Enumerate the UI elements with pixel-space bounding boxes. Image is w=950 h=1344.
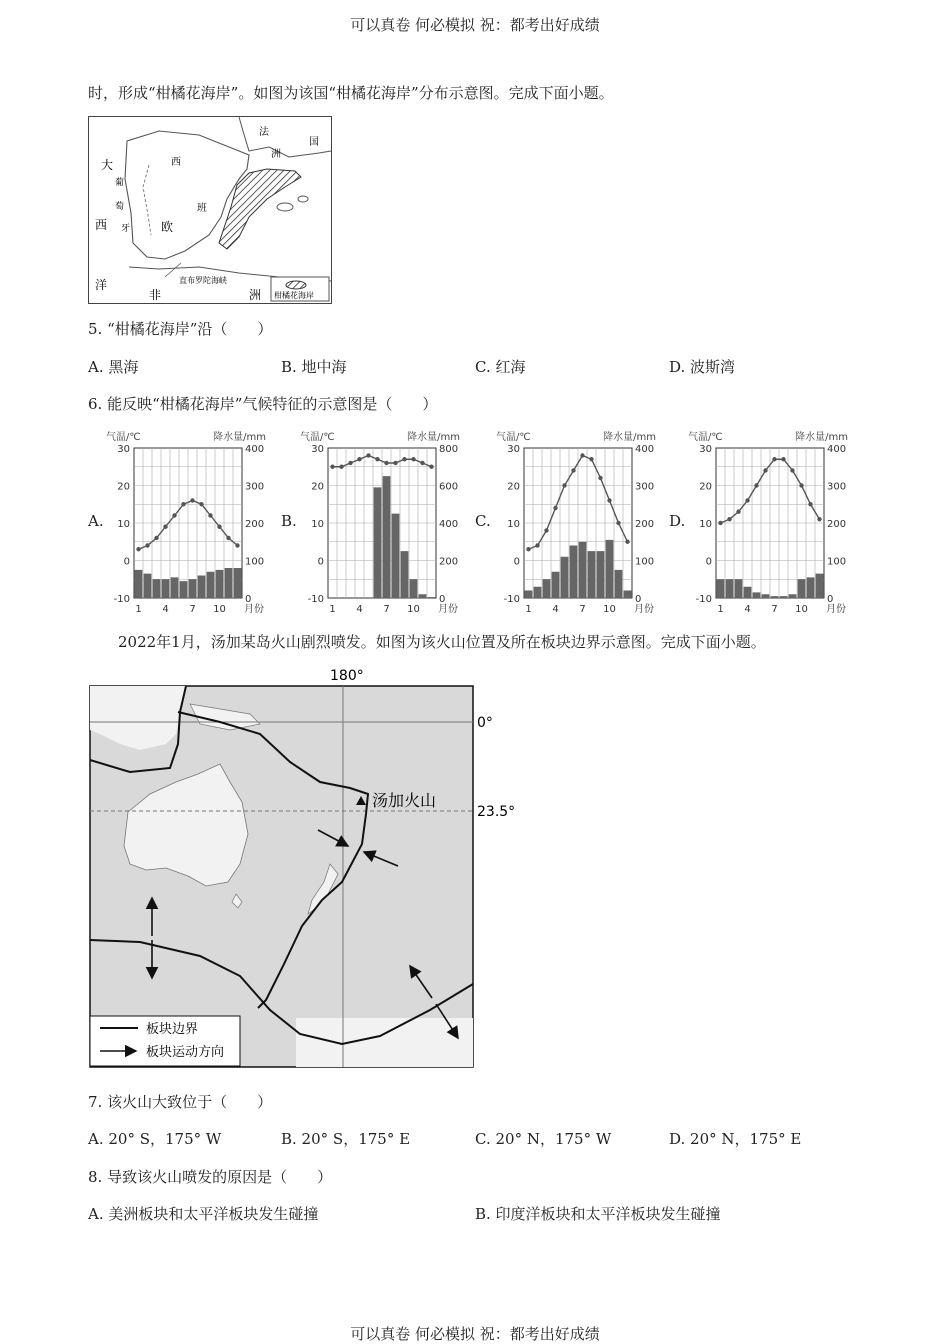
temperature-point-month-6 [181,502,185,506]
x-tick-label: 10 [407,604,420,615]
precip-bar-month-11 [225,568,233,598]
precip-bar-month-10 [216,570,224,598]
temperature-point-month-7 [772,457,776,461]
precip-bar-month-10 [606,540,614,598]
precip-bar-month-6 [374,487,382,598]
precip-tick-label: 400 [245,444,265,455]
precip-bar-month-2 [144,574,152,598]
precip-tick-label: 400 [439,519,459,530]
precip-bar-month-7 [771,596,779,598]
label-ya: 牙 [121,224,131,234]
temp-tick-label: 10 [117,519,130,530]
x-tick-label: 7 [579,604,586,615]
precip-bar-month-6 [180,581,188,598]
temp-tick-label: 30 [117,444,130,455]
page-header: 可以真卷 何必模拟 祝：都考出好成绩 [350,16,600,34]
precip-bar-month-12 [428,597,436,598]
precip-bar-month-4 [744,587,752,598]
temperature-point-month-3 [154,536,158,540]
precip-tick-label: 300 [635,481,655,493]
label-da: 大 [101,158,114,172]
temperature-point-month-4 [553,506,557,510]
temp-tick-label: 0 [513,556,520,568]
temperature-point-month-9 [402,457,406,461]
temperature-point-month-11 [226,536,230,540]
precip-bar-month-1 [717,579,725,598]
precip-tick-label: 200 [635,519,655,530]
x-axis-label: 月份 [438,604,458,615]
label-pu: 葡 [115,178,125,188]
y-left-label: 气温/℃ [300,432,335,443]
precip-bar-month-8 [588,551,596,598]
temperature-point-month-5 [754,483,758,487]
temperature-point-month-2 [727,517,731,521]
q8-option-a[interactable]: A. 美洲板块和太平洋板块发生碰撞 [88,1205,319,1223]
q5-stem: 5. “柑橘花海岸”沿（ ） [88,320,273,338]
x-tick-label: 4 [356,604,363,615]
temperature-point-month-2 [145,543,149,547]
precip-bar-month-2 [534,587,542,598]
legend-plate-boundary: 板块边界 [146,1022,199,1037]
label-fa: 法 [259,127,269,138]
precip-bar-month-6 [762,594,770,598]
precip-bar-month-8 [198,576,206,599]
temperature-point-month-9 [598,476,602,480]
temperature-point-month-12 [235,543,239,547]
label-tao: 萄 [115,202,125,212]
legend-plate-motion: 板块运动方向 [146,1045,225,1060]
precip-tick-label: 0 [439,594,446,605]
precip-bar-month-1 [525,591,533,599]
temperature-point-month-2 [535,543,539,547]
label-yang: 洋 [95,278,108,292]
q6-option-a-letter[interactable]: A. [88,512,104,530]
precip-bar-month-10 [798,579,806,598]
temp-tick-label: 30 [699,444,712,455]
temperature-point-month-5 [172,513,176,517]
temperature-point-month-9 [790,468,794,472]
q6-option-b-letter[interactable]: B. [281,512,297,530]
precip-tick-label: 400 [635,444,655,455]
y-left-label: 气温/℃ [496,432,531,443]
volcano-label: 汤加火山 [372,791,437,810]
temperature-point-month-12 [625,540,629,544]
q6-option-d-letter[interactable]: D. [669,512,686,530]
precip-bar-month-2 [726,579,734,598]
precip-tick-label: 200 [827,519,847,530]
precip-bar-month-8 [780,596,788,598]
precip-bar-month-12 [234,568,242,598]
precip-bar-month-7 [189,579,197,598]
temp-tick-label: 0 [317,556,324,568]
intro-text-2: 2022年1月，汤加某岛火山剧烈喷发。如图为该火山位置及所在板块边界示意图。完成下面小题。 [118,633,766,651]
precip-tick-label: 200 [439,556,459,568]
y-right-label: 降水量/mm [795,432,848,443]
label-ou: 欧 [161,220,174,234]
label-zhou2: 洲 [249,288,262,302]
q7-stem: 7. 该火山大致位于（ ） [88,1093,273,1111]
label-xi: 西 [171,157,181,168]
precip-tick-label: 0 [635,594,642,605]
precip-tick-label: 300 [827,481,847,493]
equator-label: 0° [477,715,493,731]
x-tick-label: 4 [552,604,559,615]
label-zhou: 洲 [271,149,281,160]
label-gibraltar: 直布罗陀海峡 [179,276,227,285]
temperature-point-month-2 [339,465,343,469]
x-axis-label: 月份 [634,604,654,615]
y-right-label: 降水量/mm [407,432,460,443]
precip-bar-month-3 [153,579,161,598]
q5-option-c[interactable]: C. 红海 [475,358,526,376]
temperature-point-month-10 [217,525,221,529]
x-tick-label: 7 [771,604,778,615]
temperature-point-month-11 [420,461,424,465]
precip-bar-month-5 [171,577,179,598]
temp-tick-label: 20 [507,481,520,493]
precip-tick-label: 400 [827,444,847,455]
q8-option-b[interactable]: B. 印度洋板块和太平洋板块发生碰撞 [475,1205,721,1223]
temperature-point-month-7 [190,498,194,502]
temperature-point-month-10 [411,457,415,461]
legend-citrus-coast: 柑橘花海岸 [274,291,314,300]
temperature-point-month-3 [544,528,548,532]
x-axis-label: 月份 [826,604,846,615]
temperature-point-month-12 [429,465,433,469]
intro-text-1: 时，形成“柑橘花海岸”。如图为该国“柑橘花海岸”分布示意图。完成下面小题。 [88,84,614,102]
q8-stem: 8. 导致该火山喷发的原因是（ ） [88,1168,333,1186]
q5-option-a[interactable]: A. 黑海 [88,358,139,376]
temp-tick-label: 20 [117,481,130,493]
temp-tick-label: -10 [695,594,712,605]
climate-chart-c [494,426,664,616]
temperature-point-month-12 [817,517,821,521]
climate-chart-b [298,426,468,616]
precip-bar-month-3 [735,579,743,598]
temperature-point-month-4 [357,457,361,461]
x-tick-label: 7 [189,604,196,615]
precip-bar-month-6 [570,546,578,599]
x-tick-label: 10 [603,604,616,615]
precip-bar-month-11 [615,570,623,598]
x-tick-label: 1 [525,604,532,615]
tonga-volcano-map [80,664,516,1074]
precip-bar-month-9 [401,551,409,598]
precip-bar-month-7 [383,476,391,598]
climate-chart-d [686,426,856,616]
temperature-point-month-1 [136,547,140,551]
q5-option-d[interactable]: D. 波斯湾 [669,358,736,376]
precip-tick-label: 100 [635,556,655,568]
label-xi2: 西 [95,218,108,232]
precip-tick-label: 800 [439,444,459,455]
temperature-point-month-6 [571,468,575,472]
temperature-point-month-11 [616,521,620,525]
precip-bar-month-4 [552,572,560,598]
precip-bar-month-9 [207,572,215,598]
q7-option-b[interactable]: B. 20° S，175° E [281,1130,411,1148]
temp-tick-label: 20 [699,481,712,493]
y-right-label: 降水量/mm [213,432,266,443]
x-tick-label: 4 [162,604,169,615]
x-tick-label: 4 [744,604,751,615]
temperature-point-month-9 [208,513,212,517]
precip-bar-month-4 [162,579,170,598]
precip-bar-month-10 [410,579,418,598]
temperature-point-month-4 [745,498,749,502]
q6-stem: 6. 能反映“柑橘花海岸”气候特征的示意图是（ ） [88,395,438,413]
temperature-point-month-1 [718,521,722,525]
temperature-point-month-8 [393,461,397,465]
temperature-point-month-7 [384,461,388,465]
x-tick-label: 1 [135,604,142,615]
q5-option-b[interactable]: B. 地中海 [281,358,347,376]
q6-option-c-letter[interactable]: C. [475,512,491,530]
label-ban: 班 [197,203,207,214]
precip-bar-month-12 [816,574,824,598]
temperature-point-month-8 [199,502,203,506]
spain-citrus-coast-map [88,116,332,304]
q7-option-c[interactable]: C. 20° N，175° W [475,1130,612,1148]
x-tick-label: 1 [717,604,724,615]
precip-tick-label: 600 [439,481,459,493]
temp-tick-label: 30 [311,444,324,455]
precip-bar-month-11 [807,577,815,598]
temperature-point-month-7 [580,453,584,457]
page-footer: 可以真卷 何必模拟 祝：都考出好成绩 [350,1325,600,1343]
precip-bar-month-5 [753,592,761,598]
temperature-point-month-3 [736,510,740,514]
temperature-point-month-5 [366,453,370,457]
x-tick-label: 1 [329,604,336,615]
temperature-point-month-11 [808,502,812,506]
temp-tick-label: 0 [123,556,130,568]
precip-bar-month-7 [579,542,587,598]
temp-tick-label: 10 [699,519,712,530]
precip-bar-month-12 [624,591,632,599]
temp-tick-label: 20 [311,481,324,493]
label-fei: 非 [149,288,162,302]
temperature-point-month-8 [781,457,785,461]
q7-option-a[interactable]: A. 20° S，175° W [88,1130,222,1148]
precip-bar-month-5 [561,557,569,598]
y-left-label: 气温/℃ [688,432,723,443]
temp-tick-label: 0 [705,556,712,568]
longitude-180-label: 180° [330,668,364,684]
climate-chart-a [104,426,274,616]
temperature-point-month-5 [562,483,566,487]
temperature-point-month-1 [330,465,334,469]
temp-tick-label: -10 [503,594,520,605]
precip-bar-month-1 [135,570,143,598]
precip-tick-label: 0 [827,594,834,605]
temp-tick-label: 30 [507,444,520,455]
q7-option-d[interactable]: D. 20° N，175° E [669,1130,802,1148]
tropic-label: 23.5° [477,804,516,820]
temperature-point-month-1 [526,547,530,551]
x-tick-label: 7 [383,604,390,615]
precip-bar-month-3 [543,579,551,598]
precip-bar-month-9 [597,551,605,598]
x-tick-label: 10 [795,604,808,615]
temperature-point-month-10 [607,498,611,502]
precip-tick-label: 300 [245,481,265,493]
precip-bar-month-9 [789,594,797,598]
temperature-point-month-3 [348,461,352,465]
temp-tick-label: -10 [113,594,130,605]
precip-tick-label: 100 [245,556,265,568]
temperature-point-month-6 [763,468,767,472]
y-right-label: 降水量/mm [603,432,656,443]
temperature-point-month-6 [375,457,379,461]
precip-bar-month-8 [392,514,400,598]
x-tick-label: 10 [213,604,226,615]
y-left-label: 气温/℃ [106,432,141,443]
temperature-point-month-4 [163,525,167,529]
temp-tick-label: -10 [307,594,324,605]
temp-tick-label: 10 [507,519,520,530]
x-axis-label: 月份 [244,604,264,615]
label-guo: 国 [309,137,319,148]
temperature-point-month-10 [799,483,803,487]
temp-tick-label: 10 [311,519,324,530]
temperature-point-month-8 [589,457,593,461]
precip-bar-month-11 [419,594,427,598]
precip-tick-label: 200 [245,519,265,530]
precip-tick-label: 100 [827,556,847,568]
precip-tick-label: 0 [245,594,252,605]
